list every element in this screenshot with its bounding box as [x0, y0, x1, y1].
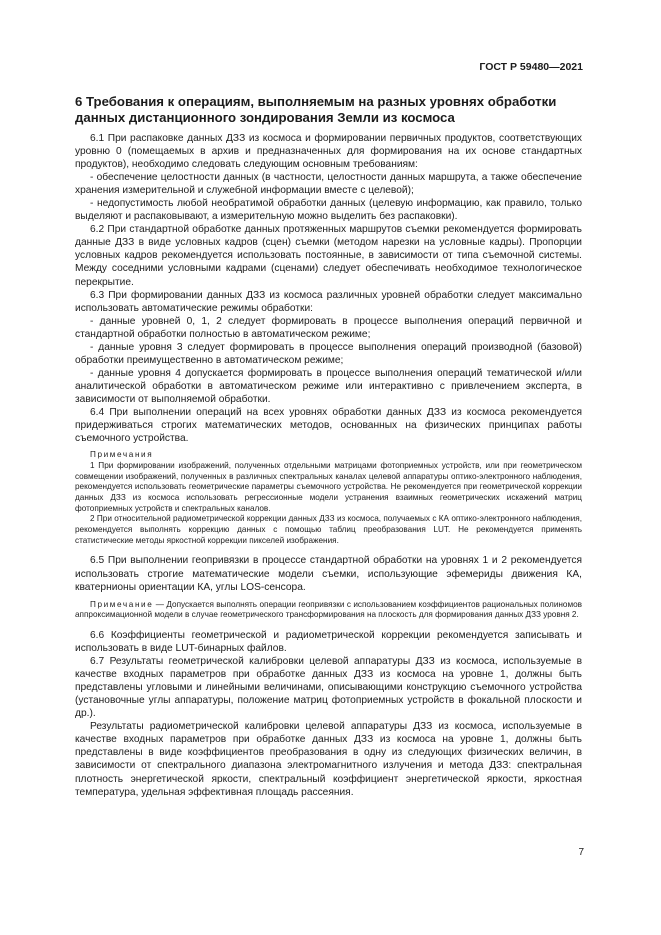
list-item: - обеспечение целостности данных (в частности, целостности данных маршрута, а также обеспечение хранения измерительной и служебной информации вместе с целевой);: [75, 172, 582, 197]
page-number: 7: [578, 847, 584, 858]
paragraph: 6.3 При формировании данных ДЗЗ из космоса различных уровней обработки следует максимально использовать автоматические режимы обработки:: [75, 289, 582, 314]
paragraph: 6.1 При распаковке данных ДЗЗ из космоса и формировании первичных продуктов, соответствующих уровню 0 (помещаемых в архив и предназначенных для формирования на их основе стандартных продуктов), необходимо следовать следующим основным требованиям:: [75, 133, 582, 171]
paragraph: 6.2 При стандартной обработке данных протяженных маршрутов съемки рекомендуется формировать данные ДЗЗ в виде условных кадров (сцен) съемки (методом нарезки на условные кадры). Пропорции условных кадров рекомендуется использовать постоянные, в зависимости от типа съемочной системы. Между соседними условными кадрами (сценами) следует обеспечивать необходимое технологическое перекрытие.: [75, 224, 582, 288]
note-item: 1 При формировании изображений, полученных отдельными матрицами фотоприемных устройств, или при геометрическом совмещении изображений, полученных в различных спектральных каналах целевой аппаратуры оптико-электронного наблюдения, рекомендуется использовать геометрические параметры съемочного устройства. Не рекомендуется при геометрической коррекции данных ДЗЗ из космоса использовать регрессионные модели устранения взаимных геометрических искажений матриц фотоприемных устройств и спектральных каналов.: [75, 460, 582, 513]
list-item: - данные уровня 4 допускается формировать в процессе выполнения операций тематической и/или аналитической обработки в автоматическом режиме или интерактивно с привлечением эксперта, в зависимости от выполняемой обработки.: [75, 367, 582, 405]
note-paragraph: [75, 600, 582, 621]
paragraph: 6.5 При выполнении геопривязки в процессе стандартной обработки на уровнях 1 и 2 рекомендуется использовать строгие математические модели съемки, использующие эфемериды движения КА, кватернионы ориентации КА, углы LOS-сенсора.: [75, 555, 582, 593]
paragraph: 6.4 При выполнении операций на всех уровнях обработки данных ДЗЗ из космоса рекомендуется придерживаться строгих математических методов, основанных на физических принципах работы съемочного устройства.: [75, 406, 582, 445]
note-block: [75, 600, 582, 621]
standard-code: ГОСТ Р 59480—2021: [479, 61, 583, 73]
list-item: - данные уровня 3 следует формировать в процессе выполнения операций производной (базовой) обработки преимущественно в автоматическом режиме;: [75, 341, 582, 366]
section-title: 6 Требования к операциям, выполняемым на разных уровнях обработки данных дистанционного зондирования Земли из космоса: [75, 94, 557, 125]
note-item: 2 При относительной радиометрической коррекции данных ДЗЗ из космоса, получаемых с КА оптико-электронного наблюдения, рекомендуется выполнять коррекцию данных с помощью таблиц преобразования LUT. Не рекомендуется применять статистические методы яркостной коррекции пикселей изображения.: [75, 514, 582, 545]
paragraph: Результаты радиометрической калибровки целевой аппаратуры ДЗЗ из космоса, используемые в качестве входных параметров при обработке данных ДЗЗ из космоса на уровне 1, должны быть представлены в виде коэффициентов преобразования в одну из следующих физических величин, в зависимости от спектрального диапазона электромагнитного излучения и метода ДЗЗ: спектральная плотность энергетической яркости, спектральный коэффициент энергетической яркости, яркостная температура, удельная эффективная площадь рассеяния.: [75, 721, 582, 798]
list-item: - недопустимость любой необратимой обработки данных (целевую информацию, как правило, только выделяют и распаковывают, а измерительную можно выделить без распаковки).: [75, 198, 582, 223]
note-text: — Допускается выполнять операции геопривязки с использованием коэффициентов рациональных полиномов аппроксимационной модели в случае геометрического трансформирования на плоскость для формирования данных ДЗЗ уровня 2.: [75, 599, 582, 620]
note-label: Примечание: [90, 599, 154, 609]
paragraph: 6.6 Коэффициенты геометрической и радиометрической коррекции рекомендуется записывать и использовать в виде LUT-бинарных файлов.: [75, 630, 582, 655]
list-item: - данные уровней 0, 1, 2 следует формировать в процессе выполнения операций первичной и стандартной обработки полностью в автоматическом режиме;: [75, 315, 582, 340]
page-content: [75, 94, 582, 799]
notes-block: [75, 450, 582, 546]
notes-heading: Примечания: [90, 450, 154, 460]
paragraph: 6.7 Результаты геометрической калибровки целевой аппаратуры ДЗЗ из космоса, используемые в качестве входных параметров при обработке данных ДЗЗ из космоса на уровне 1, должны быть представлены угловыми и линейными величинами, описывающими конструкцию съемочного устройства (установочные углы аппаратуры, положение матриц фотоприемных устройств в фокальной плоскости и др.).: [75, 656, 582, 720]
